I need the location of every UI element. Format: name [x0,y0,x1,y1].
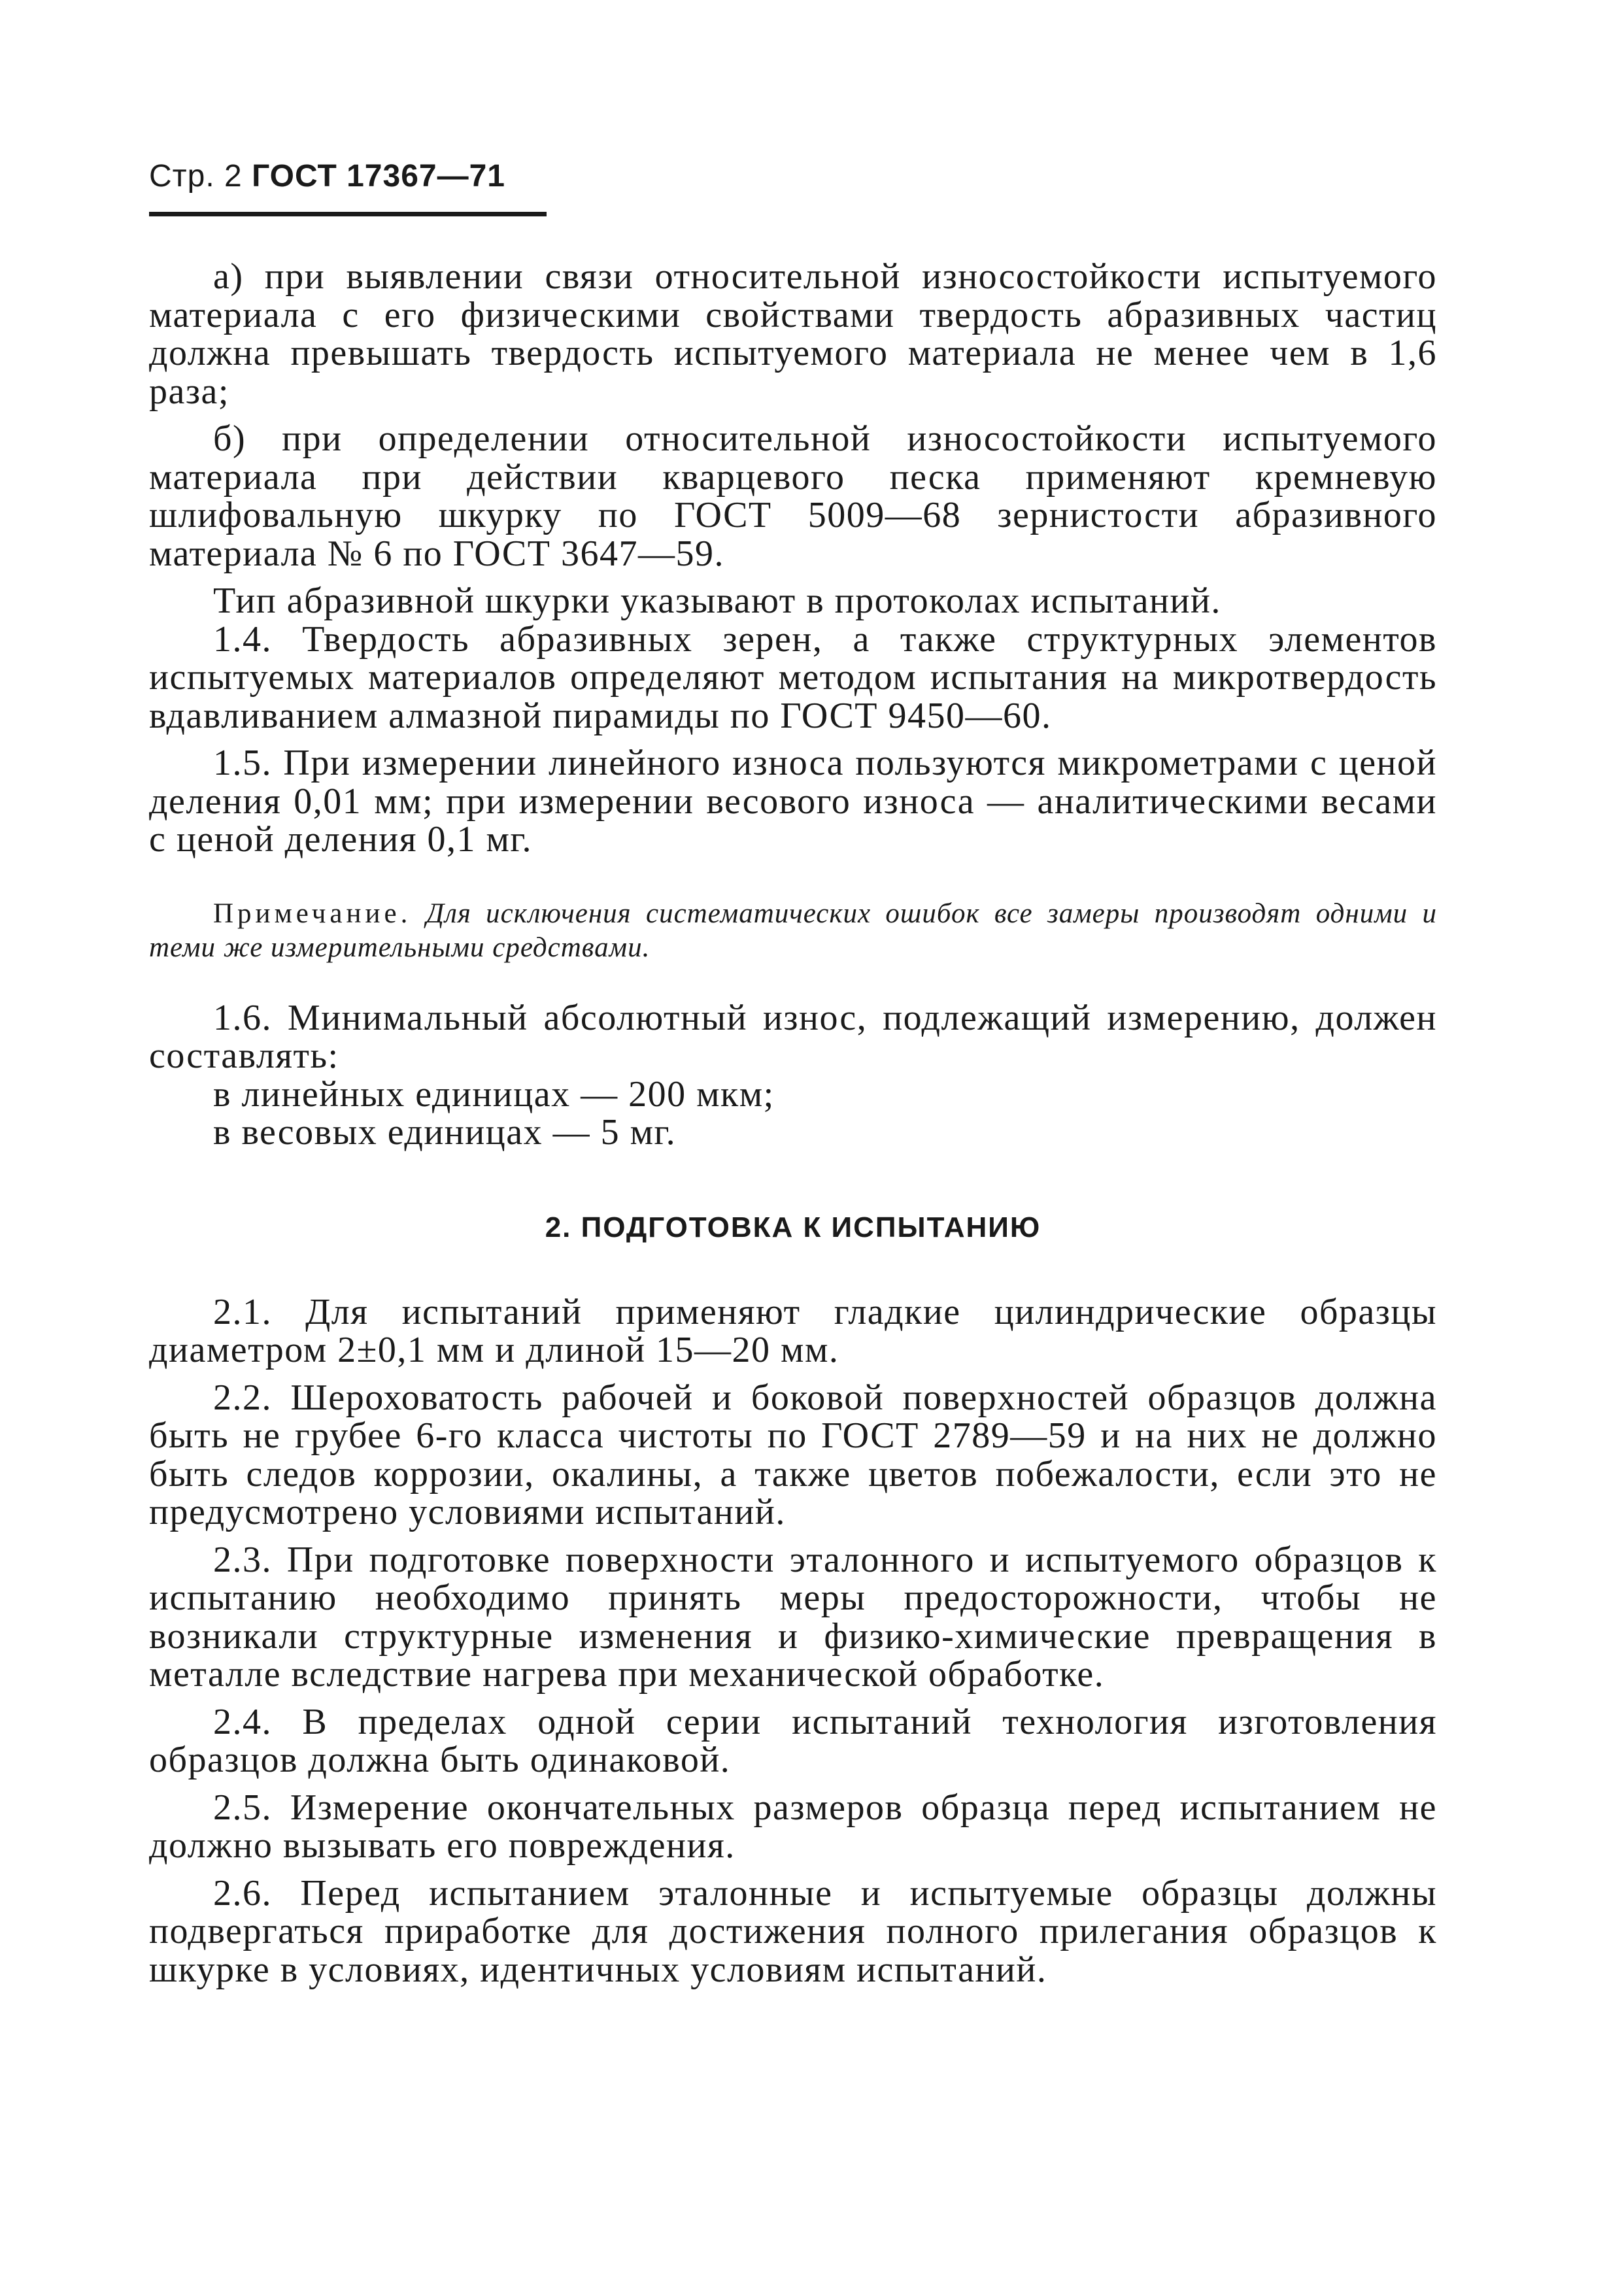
list-item-weight: в весовых единицах — 5 мг. [213,1112,677,1153]
paragraph-2-1: 2.1. Для испытаний применяют гладкие цилиндрические образцы диаметром 2±0,1 мм и длиной 15—20 мм. [149,1291,1437,1370]
header-rule [149,212,547,216]
paragraph-2-5: 2.5. Измерение окончательных размеров образца перед испытанием не должно вызывать его повреждения. [149,1787,1437,1866]
note-text: Для исключения систематических ошибок все замеры производят одними и теми же измерительными средствами. [149,898,1438,963]
paragraph-1-4: 1.4. Твердость абразивных зерен, а также структурных элементов испытуемых материалов определяют методом испытания на микротвердость вдавливанием алмазной пирамиды по ГОСТ 9450—60. [149,618,1437,736]
page-number: Стр. 2 [149,159,243,194]
paragraph-2-4: 2.4. В пределах одной серии испытаний технология изготовления образцов должна быть одинаковой. [149,1701,1437,1780]
paragraph-a: а) при выявлении связи относительной износостойкости испытуемого материала с его физическими свойствами твердость абразивных частиц должна превышать твердость испытуемого материала не менее чем в 1,6 раза; [149,256,1437,412]
paragraph-b: б) при определении относительной износостойкости испытуемого материала при действии кварцевого песка применяют кремневую шлифовальную шкурку по ГОСТ 5009—68 зернистости абразивного материала № 6 по ГОСТ 3647—59. [149,418,1437,574]
page-body [149,258,1437,1989]
paragraph-2-2: 2.2. Шероховатость рабочей и боковой поверхностей образцов должна быть не грубее 6-го класса чистоты по ГОСТ 2789—59 и на них не должно быть следов коррозии, окалины, а также цветов побежалости, если это не предусмотрено условиями испытаний. [149,1377,1437,1532]
section-title: 2. ПОДГОТОВКА К ИСПЫТАНИЮ [545,1211,1041,1243]
paragraph-2-6: 2.6. Перед испытанием эталонные и испытуемые образцы должны подвергаться приработке для достижения полного прилегания образцов к шкурке в условиях, идентичных условиям испытаний. [149,1872,1437,1990]
running-header [149,158,505,194]
note [149,897,1437,965]
paragraph-abrasive-type: Тип абразивной шкурки указывают в протоколах испытаний. [213,581,1221,621]
standard-code: ГОСТ 17367—71 [252,159,505,194]
paragraph-2-3: 2.3. При подготовке поверхности эталонного и испытуемого образцов к испытанию необходимо принять меры предосторожности, чтобы не возникали структурные изменения и физико-химические превращения в металле вследствие нагрева при механической обработке. [149,1539,1437,1695]
paragraph-1-6: 1.6. Минимальный абсолютный износ, подлежащий измерению, должен составлять: [149,997,1437,1076]
note-lead: Примечание. [213,898,412,929]
paragraph-1-5: 1.5. При измерении линейного износа пользуются микрометрами с ценой деления 0,01 мм; при измерении весового износа — аналитическими весами с ценой деления 0,1 мг. [149,743,1437,860]
list-item-linear: в линейных единицах — 200 мкм; [213,1073,775,1115]
